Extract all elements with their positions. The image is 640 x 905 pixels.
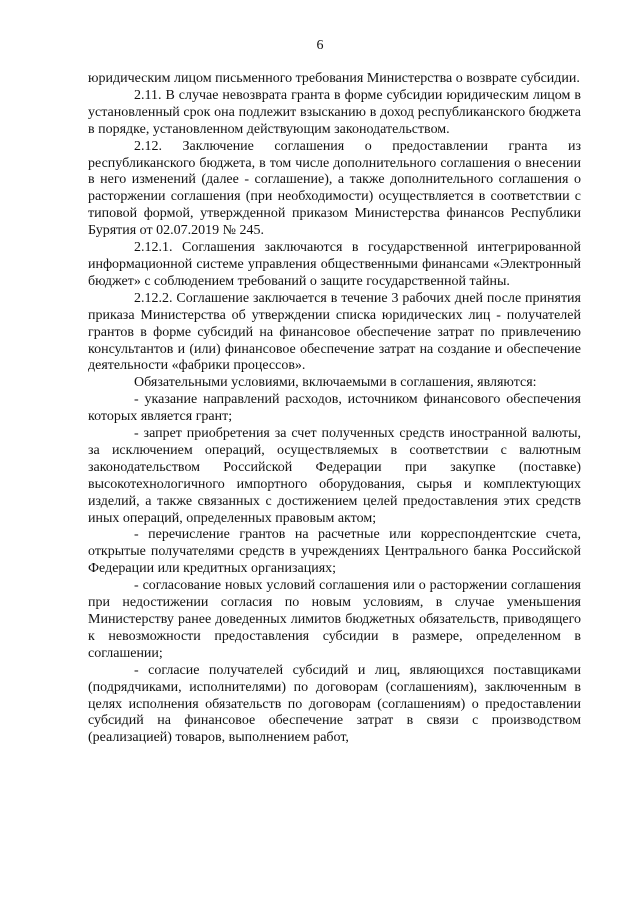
page-number: 6 bbox=[316, 38, 324, 53]
list-item-new-conditions: - согласование новых условий соглашения или о расторжении соглашения при недостижении согласия по новым условиям, в случае уменьшения Министерству ранее доведенных лимитов бюджетных обязательств, приводящего к невозможности предоставления субсидии в размере, определенном в соглашении; bbox=[88, 578, 581, 661]
paragraph-mandatory-conditions: Обязательными условиями, включаемыми в соглашения, являются: bbox=[134, 375, 537, 391]
list-item-currency-ban: - запрет приобретения за счет полученных средств иностранной валюты, за исключением операций, осуществляемых в соответствии с валютным законодательством Российской Федерации при закупке (поставке) высокотехнологичного импортного оборудования, сырья и комплектующих изделий, а также связанных с достижением целей предоставления этих средств иных операций, определенных правовым актом; bbox=[88, 426, 581, 526]
paragraph-2-12: 2.12. Заключение соглашения о предоставлении гранта из республиканского бюджета, в том числе дополнительного соглашения о внесении в него изменений (далее - соглашение), а также дополнительного соглашения о расторжении соглашения (при необходимости) осуществляется в соответствии с типовой формой, утвержденной приказом Министерства финансов Республики Бурятия от 02.07.2019 № 245. bbox=[88, 138, 581, 239]
list-item-recipient-consent: - согласие получателей субсидий и лиц, являющихся поставщиками (подрядчиками, исполнителями) по договорам (соглашениям), заключенным в целях исполнения обязательств по договорам (соглашениям) о предоставлении субсидий на финансовое обеспечение затрат в связи с производством (реализацией) товаров, выполнением работ, bbox=[88, 662, 581, 746]
paragraph-2-12-2: 2.12.2. Соглашение заключается в течение 3 рабочих дней после принятия приказа Министерства об утверждении списка юридических лиц - получателей грантов в форме субсидий на финансовое обеспечение затрат по привлечению консультантов и (или) финансовое обеспечение затрат на создание и обеспечение деятельности «фабрики процессов». bbox=[88, 290, 581, 374]
paragraph-2-12-1: 2.12.1. Соглашения заключаются в государственной интегрированной информационной системе управления общественными финансами «Электронный бюджет» с соблюдением требований о защите государственной тайны. bbox=[88, 240, 581, 289]
document-body bbox=[88, 71, 581, 747]
paragraph-2-11: 2.11. В случае невозврата гранта в форме субсидии юридическим лицом в установленный срок она подлежит взысканию в доход республиканского бюджета в порядке, установленном действующим законодательством. bbox=[88, 87, 581, 137]
paragraph-continuation: юридическим лицом письменного требования Министерства о возврате субсидии. bbox=[88, 71, 580, 86]
list-item-transfer-accounts: - перечисление грантов на расчетные или корреспондентские счета, открытые получателями средств в учреждениях Центрального банка Российской Федерации или кредитных организациях; bbox=[88, 527, 581, 577]
list-item-expense-directions: - указание направлений расходов, источником финансового обеспечения которых является грант; bbox=[88, 392, 581, 425]
